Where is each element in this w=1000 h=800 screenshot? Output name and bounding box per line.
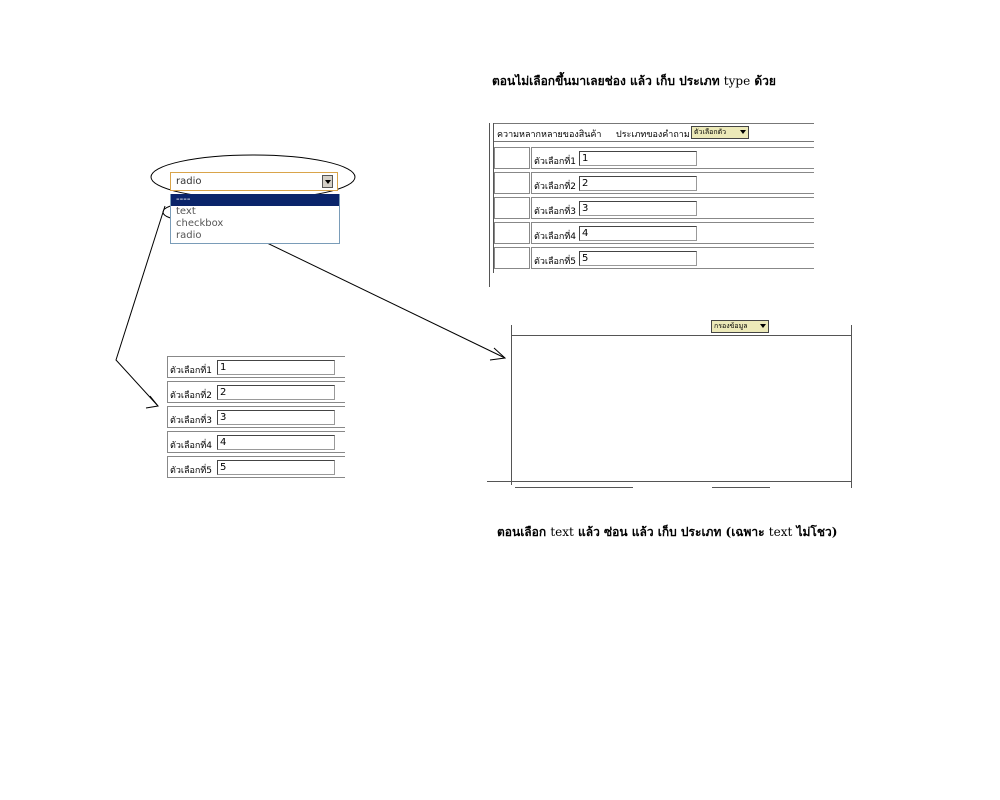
arrow-head-left	[146, 396, 158, 408]
option-row	[167, 356, 345, 378]
top-caption-thai-1: ตอนไม่เลือกขึ้นมาเลยช่อง แล้ว เก็บ ประเภท	[492, 74, 720, 88]
question-type-select-value: ตัวเลือกตัว	[694, 128, 727, 136]
option-label: ตัวเลือกที่1	[534, 157, 577, 167]
question-type-select[interactable]	[170, 172, 338, 191]
lower-form-header-cut	[513, 320, 771, 334]
option-row	[167, 381, 345, 403]
option-input[interactable]: 4	[217, 435, 335, 450]
option-row	[531, 222, 814, 244]
option-input[interactable]: 1	[579, 151, 697, 166]
select-option-radio[interactable]: radio	[176, 230, 202, 241]
option-label: ตัวเลือกที่2	[534, 182, 577, 192]
lower-form-bottom-segment-1	[515, 487, 633, 488]
bottom-caption-text-word: text	[550, 525, 574, 539]
bottom-caption-thai-1: ตอนเลือก	[497, 525, 547, 539]
bottom-caption-text-word-2: text	[768, 525, 793, 539]
empty-cell	[494, 222, 530, 244]
lower-form-top-border	[511, 335, 852, 336]
form-header-row	[494, 123, 814, 142]
option-row	[167, 406, 345, 428]
option-row	[531, 147, 814, 169]
option-label: ตัวเลือกที่3	[534, 207, 577, 217]
option-label: ตัวเลือกที่4	[170, 441, 213, 451]
option-label: ตัวเลือกที่1	[170, 366, 213, 376]
empty-cell	[494, 197, 530, 219]
bottom-caption-thai-3: ไม่โชว)	[796, 525, 838, 539]
select-option-text[interactable]: text	[176, 206, 196, 217]
lower-form-bottom-border	[487, 481, 852, 482]
option-input[interactable]: 4	[579, 226, 697, 241]
lower-question-type-select[interactable]	[711, 320, 769, 333]
option-label: ตัวเลือกที่4	[534, 232, 577, 242]
option-row	[531, 197, 814, 219]
option-label: ตัวเลือกที่2	[170, 391, 213, 401]
question-type-label: ประเภทของคำถาม	[616, 130, 690, 140]
top-caption	[492, 72, 776, 91]
lower-form-right-border	[851, 325, 852, 488]
chevron-down-icon	[760, 324, 766, 328]
bottom-caption-thai-2: แล้ว ซ่อน แล้ว เก็บ ประเภท (เฉพาะ	[578, 525, 765, 539]
option-input[interactable]: 1	[217, 360, 335, 375]
lower-question-type-value: กรองข้อมูล	[714, 322, 748, 330]
top-caption-type-word: type	[723, 74, 751, 88]
option-input[interactable]: 5	[217, 460, 335, 475]
select-value: radio	[176, 176, 202, 187]
chevron-down-icon	[740, 130, 746, 134]
option-input[interactable]: 3	[579, 201, 697, 216]
empty-cell	[494, 147, 530, 169]
option-row	[531, 247, 814, 269]
select-options-list	[170, 194, 340, 244]
lower-form-left-border	[511, 325, 512, 485]
select-option-blank[interactable]: ----	[171, 194, 339, 206]
option-input[interactable]: 2	[217, 385, 335, 400]
empty-cell	[494, 247, 530, 269]
lower-form-bottom-segment-2	[712, 487, 770, 488]
form-left-border	[489, 123, 490, 287]
option-row	[531, 172, 814, 194]
option-label: ตัวเลือกที่3	[170, 416, 213, 426]
empty-cell	[494, 172, 530, 194]
option-label: ตัวเลือกที่5	[534, 257, 577, 267]
option-row	[167, 456, 345, 478]
option-row	[167, 431, 345, 453]
select-option-checkbox[interactable]: checkbox	[176, 218, 224, 229]
question-type-select-small[interactable]	[691, 126, 749, 139]
bottom-caption	[497, 523, 837, 542]
option-input[interactable]: 3	[217, 410, 335, 425]
arrow-to-options	[116, 206, 165, 406]
option-input[interactable]: 2	[579, 176, 697, 191]
chevron-down-icon[interactable]	[322, 175, 333, 188]
option-input[interactable]: 5	[579, 251, 697, 266]
variety-label: ความหลากหลายของสินค้า	[497, 130, 602, 140]
top-caption-thai-2: ด้วย	[754, 74, 776, 88]
option-label: ตัวเลือกที่5	[170, 466, 213, 476]
